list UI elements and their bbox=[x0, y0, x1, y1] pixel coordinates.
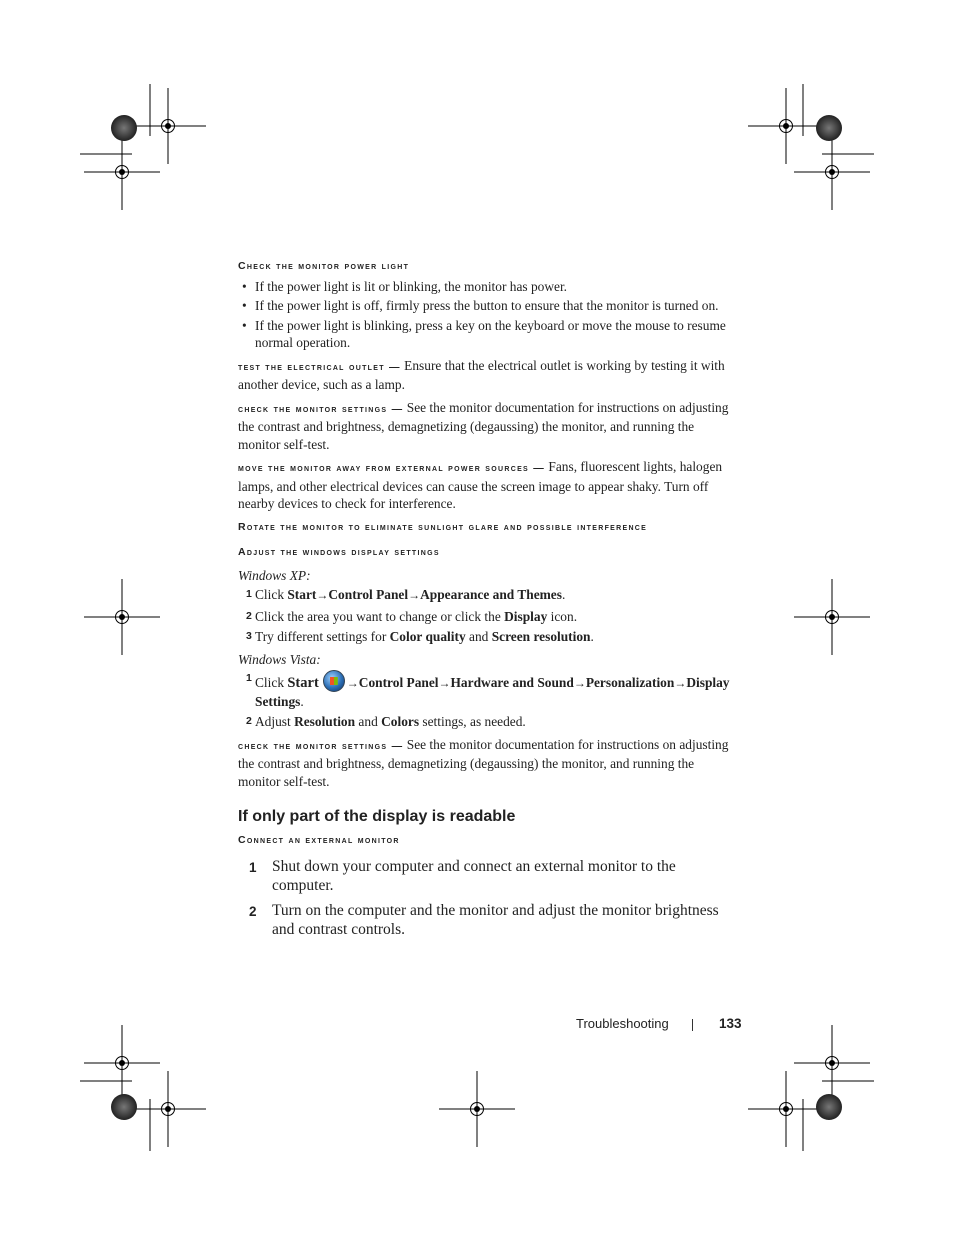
settings-paragraph-2 bbox=[238, 736, 738, 791]
list-item: • If the power light is lit or blinking, the monitor has power. bbox=[238, 278, 738, 296]
arrow-icon: → bbox=[346, 676, 359, 690]
step-text: . bbox=[561, 587, 566, 602]
step-text: . bbox=[590, 629, 594, 644]
external-monitor-steps bbox=[238, 857, 738, 939]
menu-path-hardware-sound: Hardware and Sound bbox=[450, 675, 574, 690]
heading-test-outlet: test the electrical outlet — bbox=[238, 360, 401, 373]
list-item bbox=[238, 670, 738, 710]
page-content bbox=[238, 258, 738, 945]
color-quality-label: Color quality bbox=[389, 629, 466, 644]
menu-path-start: Start bbox=[287, 587, 317, 602]
step-number: 1 bbox=[246, 672, 252, 684]
step-text: . bbox=[300, 693, 304, 709]
step-text: icon. bbox=[547, 608, 578, 624]
menu-path-control-panel: Control Panel bbox=[328, 587, 409, 602]
arrow-icon: → bbox=[438, 676, 451, 690]
power-light-list bbox=[238, 278, 738, 352]
menu-path-appearance: Appearance and Themes bbox=[420, 587, 562, 602]
heading-connect-external: Connect an external monitor bbox=[238, 833, 400, 846]
step-text: settings, as needed. bbox=[419, 714, 526, 729]
list-item: • If the power light is off, firmly press the button to ensure that the monitor is turned on. bbox=[238, 297, 738, 315]
section-title-partial-display: If only part of the display is readable bbox=[238, 808, 516, 825]
arrow-icon: → bbox=[408, 588, 421, 602]
step-number: 1 bbox=[246, 588, 252, 600]
heading-move-monitor: move the monitor away from external power sources — bbox=[238, 462, 546, 474]
settings-paragraph bbox=[238, 399, 738, 454]
move-paragraph bbox=[238, 458, 738, 513]
step-text: Try different settings for bbox=[255, 629, 390, 644]
settings-text: See the monitor documentation for instructions on adjusting the contrast and brightness, demagnetizing (degaussing) the monitor, and running the monitor self-test. bbox=[238, 399, 729, 452]
heading-check-settings: check the monitor settings — bbox=[238, 402, 404, 415]
xp-steps bbox=[238, 586, 738, 646]
display-icon-label: Display bbox=[504, 608, 548, 624]
step-number: 1 bbox=[249, 860, 257, 875]
step-number: 2 bbox=[246, 715, 252, 727]
windows-start-icon bbox=[323, 670, 345, 692]
heading-check-settings-2: check the monitor settings — bbox=[238, 739, 404, 752]
heading-rotate-monitor: Rotate the monitor to eliminate sunlight glare and possible interference bbox=[238, 520, 648, 533]
page-number: 133 bbox=[719, 1016, 742, 1031]
list-item bbox=[238, 857, 738, 895]
step-number: 3 bbox=[246, 630, 252, 642]
vista-steps bbox=[238, 670, 738, 731]
list-item bbox=[238, 713, 738, 731]
settings-text-2: See the monitor documentation for instructions on adjusting the contrast and brightness, demagnetizing (degaussing) the monitor, and running the monitor self-test. bbox=[238, 736, 729, 789]
arrow-icon: → bbox=[316, 588, 329, 602]
windows-xp-label: Windows XP: bbox=[238, 567, 311, 583]
colors-label: Colors bbox=[381, 714, 420, 729]
list-item bbox=[238, 628, 738, 646]
list-item: • If the power light is blinking, press a key on the keyboard or move the mouse to resume normal operation. bbox=[238, 317, 738, 352]
list-item bbox=[238, 586, 738, 605]
step-text: Adjust bbox=[255, 714, 295, 729]
arrow-icon: → bbox=[674, 676, 687, 690]
step-text: Turn on the computer and the monitor and adjust the monitor brightness and contrast controls. bbox=[272, 902, 719, 938]
footer-section-name: Troubleshooting bbox=[576, 1016, 669, 1031]
heading-adjust-windows: Adjust the windows display settings bbox=[238, 546, 440, 558]
windows-vista-label: Windows Vista: bbox=[238, 651, 321, 667]
footer-divider bbox=[692, 1019, 693, 1031]
step-text: and bbox=[355, 714, 382, 729]
move-text: Fans, fluorescent lights, halogen lamps, and other electrical devices can cause the screen image to appear shaky. Turn off nearby devices to check for interference. bbox=[238, 459, 723, 511]
step-text: Click the area you want to change or click the bbox=[255, 608, 505, 624]
list-item bbox=[238, 901, 738, 939]
step-text: and bbox=[465, 629, 492, 644]
menu-path-personalization: Personalization bbox=[585, 675, 675, 690]
step-text: Click bbox=[255, 675, 288, 690]
menu-path-control-panel: Control Panel bbox=[358, 675, 439, 690]
outlet-paragraph bbox=[238, 357, 738, 394]
step-number: 2 bbox=[249, 904, 257, 919]
list-item bbox=[238, 608, 738, 626]
resolution-label: Resolution bbox=[294, 714, 356, 729]
arrow-icon: → bbox=[573, 676, 586, 690]
step-number: 2 bbox=[246, 609, 252, 622]
menu-path-start: Start bbox=[287, 675, 319, 691]
step-text: Shut down your computer and connect an external monitor to the computer. bbox=[272, 858, 676, 894]
screen-resolution-label: Screen resolution bbox=[491, 629, 591, 644]
step-text: Click bbox=[255, 587, 288, 602]
heading-check-power-light: Check the monitor power light bbox=[238, 260, 410, 272]
page-footer bbox=[576, 1016, 742, 1031]
menu-path-display-settings: Display Settings bbox=[255, 675, 730, 709]
outlet-text: Ensure that the electrical outlet is working by testing it with another device, such as a lamp. bbox=[238, 357, 725, 392]
